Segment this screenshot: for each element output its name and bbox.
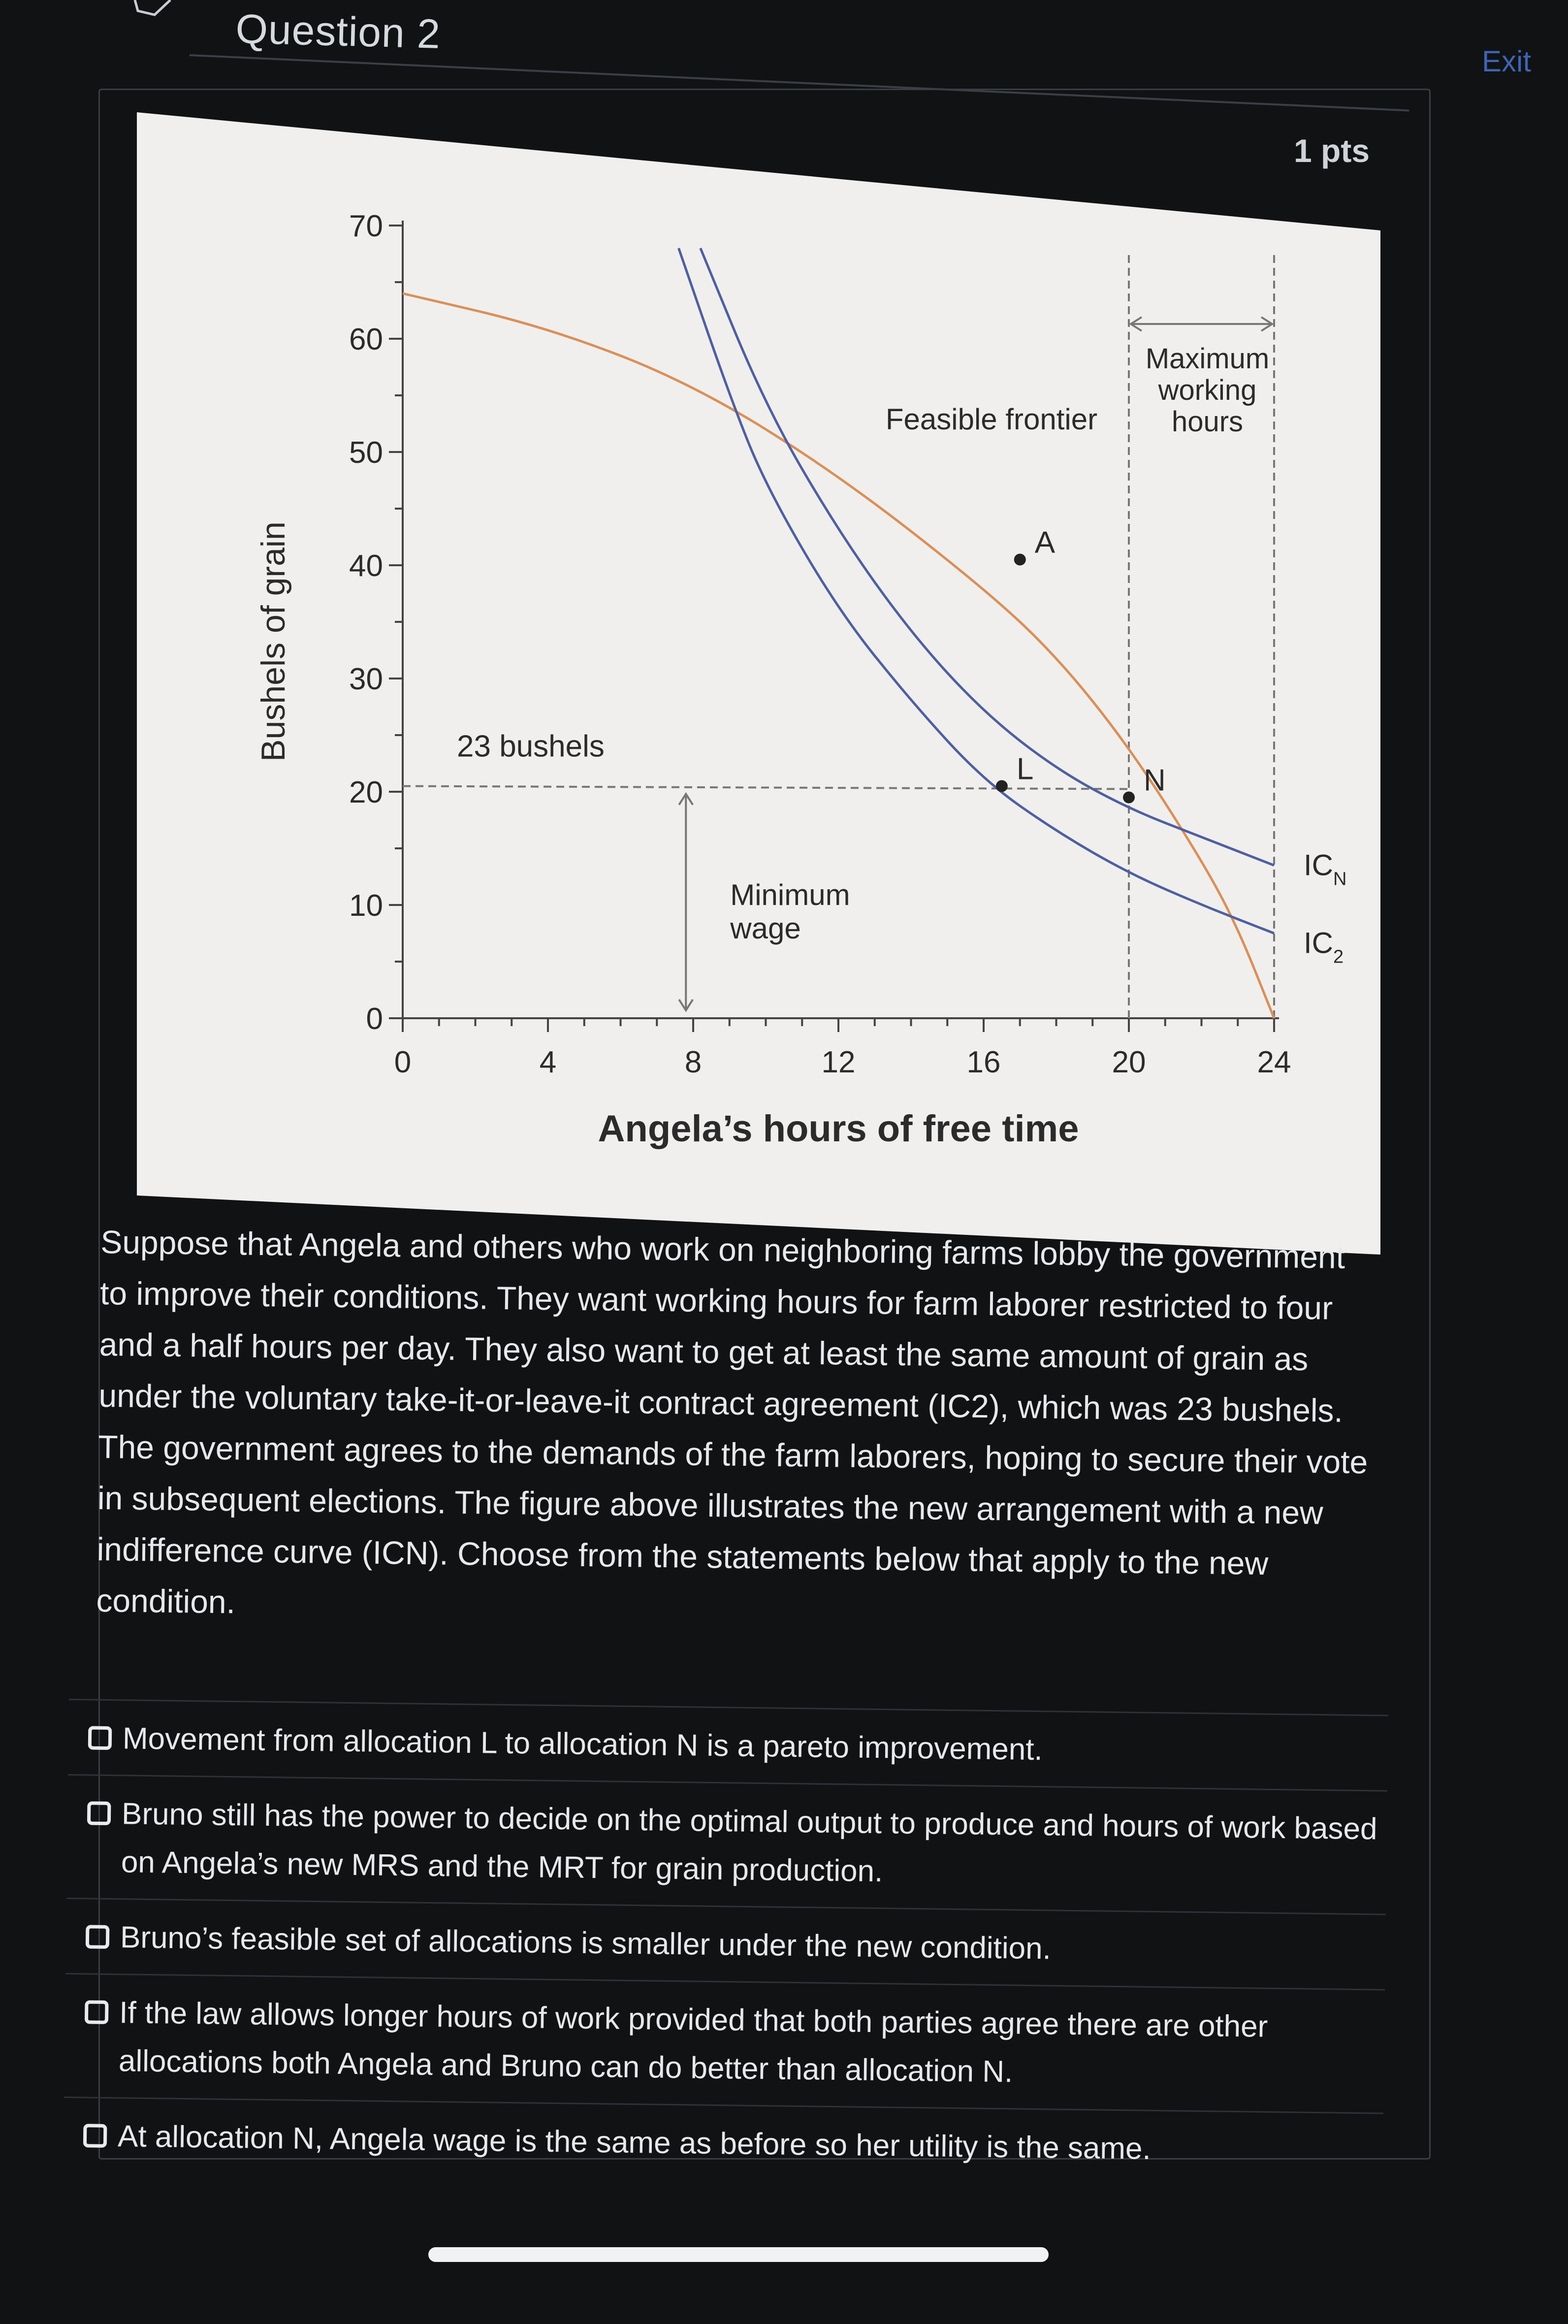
y-tick-label: 0 — [366, 1002, 383, 1036]
exit-button[interactable]: Exit — [1482, 45, 1532, 78]
max-hours-label: Maximum — [1145, 343, 1270, 375]
ic-2-label: $IC_2$ — [1304, 926, 1344, 968]
feasible-frontier-label: Feasible frontier — [885, 403, 1098, 436]
x-tick-label: 4 — [539, 1045, 557, 1079]
economics-figure — [137, 112, 1380, 1255]
checkbox-icon[interactable] — [88, 1726, 112, 1750]
x-tick-label: 20 — [1112, 1045, 1146, 1079]
x-tick-label: 0 — [394, 1045, 412, 1079]
y-tick-label: 60 — [349, 323, 383, 356]
y-tick-label: 30 — [349, 662, 383, 696]
y-tick-label: 20 — [349, 775, 383, 809]
point-A — [1014, 554, 1026, 566]
point-label-A: A — [1034, 525, 1056, 560]
max-hours-label: hours — [1171, 406, 1244, 438]
x-axis-title: Angela’s hours of free time — [598, 1108, 1079, 1150]
points-label: 1 pts — [1294, 132, 1370, 169]
option-5[interactable] — [63, 2097, 1383, 2188]
checkbox-icon[interactable] — [87, 1801, 111, 1825]
ic-2-subscript: 2 — [1333, 946, 1344, 968]
bookmark-corner-icon — [133, 0, 172, 18]
y-tick-label: 70 — [349, 209, 383, 243]
bushels-annotation: 23 bushels — [457, 729, 605, 764]
option-3-label: Bruno’s feasible set of allocations is smaller under the new condition. — [120, 1920, 1052, 1966]
figure-background — [137, 112, 1380, 1255]
option-2-label: Bruno still has the power to decide on the optimal output to produce and hours of work based on Angela’s new MRS and the MRT for grain production. — [121, 1797, 1377, 1889]
minimum-wage-label: wage — [730, 912, 801, 945]
point-N — [1123, 792, 1135, 804]
y-tick-label: 50 — [349, 436, 383, 470]
indifference-curve-chart — [137, 112, 1380, 1255]
option-2[interactable] — [66, 1774, 1387, 1914]
answer-options — [63, 1699, 1388, 2188]
scroll-indicator[interactable] — [428, 2247, 1049, 2262]
option-1-label: Movement from allocation L to allocation N is a pareto improvement. — [122, 1721, 1043, 1767]
option-4[interactable] — [64, 1973, 1385, 2113]
y-tick-label: 40 — [349, 549, 383, 583]
checkbox-icon[interactable] — [85, 2000, 109, 2024]
checkbox-icon[interactable] — [83, 2124, 107, 2148]
checkbox-icon[interactable] — [86, 1925, 110, 1949]
x-tick-label: 24 — [1257, 1045, 1291, 1079]
point-label-L: L — [1016, 752, 1034, 786]
point-L — [996, 780, 1008, 792]
x-tick-label: 8 — [684, 1045, 702, 1079]
y-axis-title: Bushels of grain — [255, 521, 292, 762]
option-5-label: At allocation N, Angela wage is the same as before so her utility is the same. — [117, 2119, 1152, 2166]
x-tick-label: 16 — [966, 1045, 1001, 1079]
point-label-N: N — [1144, 763, 1166, 798]
ic-n-subscript: N — [1333, 869, 1347, 890]
question-title: Question 2 — [235, 5, 442, 57]
y-tick-label: 10 — [349, 889, 383, 923]
question-prompt: Suppose that Angela and others who work on neighboring farms lobby the government to improve their conditions. They want working hours for farm laborer restricted to four and a half hours per day. They also want to get at least the same amount of grain as under the voluntary take-it-or-leave-it contract agreement (IC2), which was 23 bushels. The government agrees to the demands of the farm laborers, hoping to secure their vote in subsequent elections. The figure above illustrates the new arrangement with a new indifference curve (ICN). Choose from the statements below that apply to the new condition. — [96, 1223, 1368, 1620]
x-tick-label: 12 — [821, 1045, 856, 1079]
max-hours-label: working — [1158, 374, 1257, 406]
option-4-label: If the law allows longer hours of work provided that both parties agree there are other allocations both Angela and Bruno can do better than allocation N. — [118, 1996, 1268, 2089]
minimum-wage-label: Minimum — [730, 878, 850, 911]
ic-n-label: $IC_N$ — [1304, 848, 1347, 890]
